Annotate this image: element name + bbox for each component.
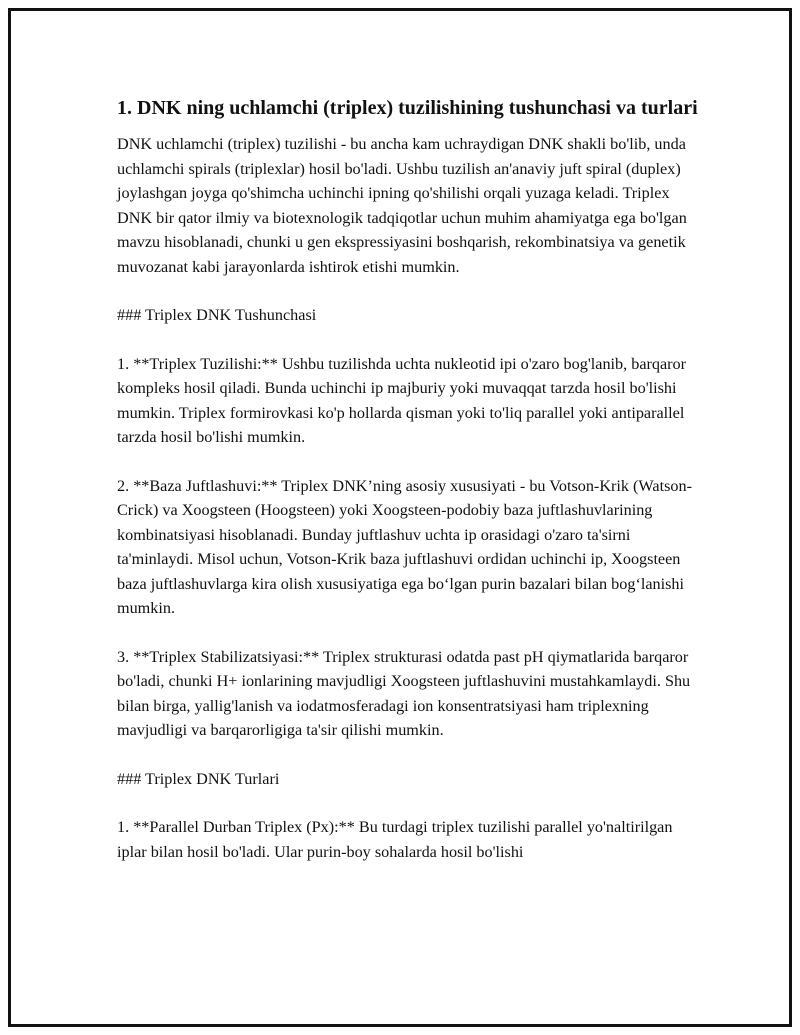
- spacer: [117, 279, 702, 303]
- intro-paragraph: DNK uchlamchi (triplex) tuzilishi - bu ancha kam uchraydigan DNK shakli bo'lib, unda uchlamchi spirals (triplexlar) hosil bo'ladi. Ushbu tuzilish an'anaviy juft spiral (duplex) joylashgan joyga qo'shimcha uchinchi ipning qo'shilishi orqali yuzaga keladi. Triplex DNK bir qator ilmiy va biotexnologik tadqiqotlar uchun muhim ahamiyatga ega bo'lgan mavzu hisoblanadi, chunki u gen ekspressiyasini boshqarish, rekombinatsiya va genetik muvozanat kabi jarayonlarda ishtirok etishi mumkin.: [117, 135, 687, 276]
- section-heading-concept: ### Triplex DNK Tushunchasi: [117, 306, 317, 324]
- document-title: 1. DNK ning uchlamchi (triplex) tuzilishining tushunchasi va turlari: [117, 97, 698, 119]
- spacer: [117, 124, 702, 132]
- spacer: [117, 791, 702, 815]
- list-item-parallel-triplex: 1. **Parallel Durban Triplex (Px):** Bu turdagi triplex tuzilishi parallel yo'naltirilgan iplar bilan hosil bo'ladi. Ular purin-boy sohalarda hosil bo'lishi: [117, 818, 673, 861]
- list-item-base-pairing: 2. **Baza Juftlashuvi:** Triplex DNK’ning asosiy xususiyati - bu Votson-Krik (Watson-Crick) va Xoogsteen (Hoogsteen) yoki Xoogsteen-podobiy baza juftlashuvlarining kombinatsiyasi hisoblanadi. Bunday juftlashuv uchta ip orasidagi o'zaro ta'sirni ta'minlaydi. Misol uchun, Votson-Krik baza juftlashuvi ordidan uchinchi ip, Xoogsteen baza juftlashuvlarga kira olish xususiyatiga ega bo‘lgan purin bazalari bilan bog‘lanishi mumkin.: [117, 476, 692, 617]
- spacer: [117, 743, 702, 767]
- section-heading-types: ### Triplex DNK Turlari: [117, 769, 280, 788]
- spacer: [117, 328, 702, 352]
- document-body: [117, 93, 702, 864]
- spacer: [117, 450, 702, 474]
- list-item-triplex-structure: 1. **Triplex Tuzilishi:** Ushbu tuzilishda uchta nukleotid ipi o'zaro bog'lanib, barqaror kompleks hosil qiladi. Bunda uchinchi ip majburiy yoki muvaqqat tarzda hosil bo'lishi mumkin. Triplex formirovkasi ko'p hollarda qisman yoki to'liq parallel yoki antiparallel tarzda hosil bo'lishi mumkin.: [117, 354, 687, 446]
- spacer: [117, 621, 702, 645]
- list-item-stabilization: 3. **Triplex Stabilizatsiyasi:** Triplex strukturasi odatda past pH qiymatlarida barqaror bo'ladi, chunki H+ ionlarining mavjudligi Xoogsteen juftlashuvini mustahkamlaydi. Shu bilan birga, yallig'lanish va iodatmosferadagi ion konsentratsiyasi ham triplexning mavjudligi va barqarorligiga ta'sir qilishi mumkin.: [117, 647, 691, 739]
